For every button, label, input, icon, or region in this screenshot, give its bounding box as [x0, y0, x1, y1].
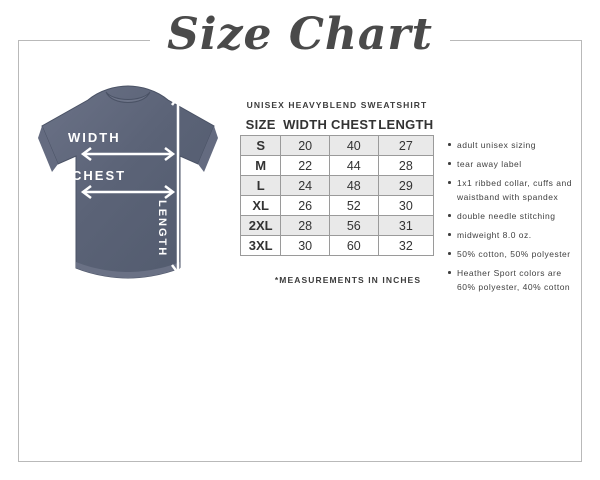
- cell-size: 2XL: [241, 216, 281, 236]
- cell-size: S: [241, 136, 281, 156]
- cell-width: 26: [281, 196, 329, 216]
- table-heading: UNISEX HEAVYBLEND SWEATSHIRT: [246, 100, 428, 110]
- cell-chest: 40: [329, 136, 378, 156]
- list-item-label: Heather Sport colors are 60% polyester, 40% cotton: [457, 268, 571, 292]
- cell-width: 20: [281, 136, 329, 156]
- table-row: [241, 176, 434, 196]
- column-header-size: SIZE: [245, 117, 276, 132]
- table-header-row: [241, 116, 434, 136]
- cell-length: 29: [378, 176, 433, 196]
- measurement-note: *MEASUREMENTS IN INCHES: [274, 275, 422, 285]
- table-row: [241, 236, 434, 256]
- list-item: [448, 266, 574, 294]
- cell-width: 28: [281, 216, 329, 236]
- width-label: WIDTH: [68, 130, 121, 145]
- bullet-icon: [448, 233, 451, 236]
- size-table-block: [240, 100, 434, 256]
- table-row: [241, 216, 434, 236]
- cell-length: 32: [378, 236, 433, 256]
- column-header-length: LENGTH: [378, 117, 434, 132]
- list-item: [448, 176, 574, 204]
- list-item-label: midweight 8.0 oz.: [457, 230, 532, 240]
- table-row: [241, 136, 434, 156]
- bullet-icon: [448, 162, 451, 165]
- feature-list: [448, 138, 574, 299]
- list-item-label: adult unisex sizing: [457, 140, 536, 150]
- list-item: [448, 209, 574, 223]
- bullet-icon: [448, 252, 451, 255]
- cell-length: 28: [378, 156, 433, 176]
- list-item-label: tear away label: [457, 159, 522, 169]
- bullet-icon: [448, 181, 451, 184]
- cell-chest: 60: [329, 236, 378, 256]
- table-row: [241, 196, 434, 216]
- sweatshirt-illustration: [28, 72, 228, 302]
- list-item: [448, 157, 574, 171]
- shirt-body: [42, 86, 214, 278]
- length-label: LENGTH: [156, 200, 168, 258]
- cell-width: 24: [281, 176, 329, 196]
- bullet-icon: [448, 271, 451, 274]
- cell-chest: 52: [329, 196, 378, 216]
- cell-chest: 48: [329, 176, 378, 196]
- cell-length: 27: [378, 136, 433, 156]
- cell-size: 3XL: [241, 236, 281, 256]
- cell-chest: 56: [329, 216, 378, 236]
- column-header-chest: CHEST: [331, 117, 377, 132]
- list-item-label: 1x1 ribbed collar, cuffs and waistband with spandex: [457, 178, 572, 202]
- list-item: [448, 228, 574, 242]
- sweatshirt-diagram: [28, 72, 228, 302]
- column-header-width: WIDTH: [283, 117, 328, 132]
- bullet-icon: [448, 143, 451, 146]
- cell-size: M: [241, 156, 281, 176]
- cell-size: XL: [241, 196, 281, 216]
- cell-chest: 44: [329, 156, 378, 176]
- list-item-label: 50% cotton, 50% polyester: [457, 249, 571, 259]
- table-row: [241, 156, 434, 176]
- cell-width: 22: [281, 156, 329, 176]
- list-item-label: double needle stitching: [457, 211, 556, 221]
- bullet-icon: [448, 214, 451, 217]
- cell-length: 30: [378, 196, 433, 216]
- list-item: [448, 247, 574, 261]
- size-table: [240, 116, 434, 256]
- chest-label: CHEST: [72, 168, 127, 183]
- cell-length: 31: [378, 216, 433, 236]
- cell-width: 30: [281, 236, 329, 256]
- list-item: [448, 138, 574, 152]
- page-title: Size Chart: [167, 9, 433, 60]
- cell-size: L: [241, 176, 281, 196]
